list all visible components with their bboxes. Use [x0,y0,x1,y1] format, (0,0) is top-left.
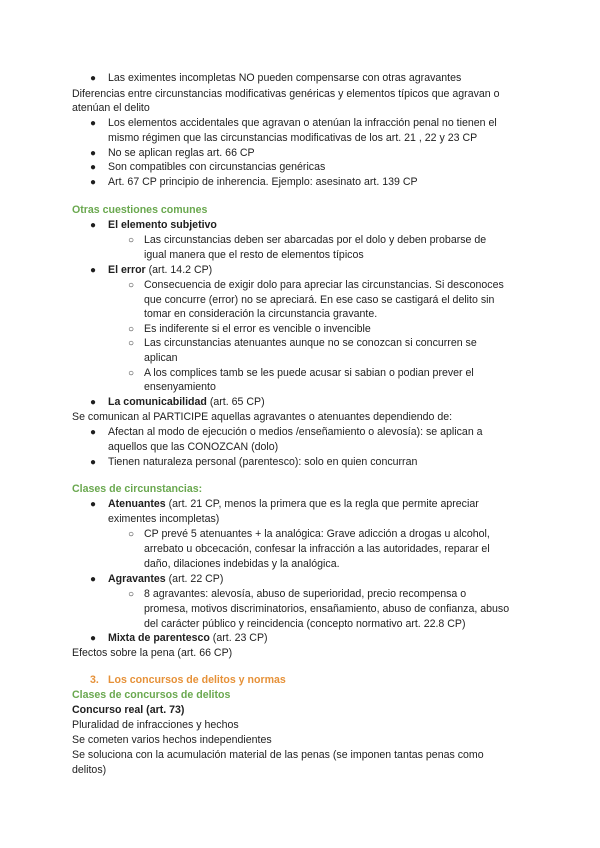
subsection-heading: Clases de concursos de delitos [72,689,231,701]
bold-term: Mixta de parentesco [108,632,210,644]
text-line: que concurre (error) no se apreciará. En ese caso se castigará el delito sin [144,294,495,306]
sub-bullet: ○ [128,324,135,335]
section-heading: Los concursos de delitos y normas [108,674,286,686]
text-line: aplican [144,352,178,364]
sub-bullet: ○ [128,338,135,349]
bold-term: La comunicabilidad [108,396,207,408]
text-line: tomar en consideración la circunstancia gravante. [144,308,378,320]
bullet: ● [90,148,97,159]
text-line [108,631,268,646]
text-line: No se aplican reglas art. 66 CP [108,147,255,159]
text-line: daño, dilaciones indebidas y la analógica. [144,558,340,570]
text-line: Consecuencia de exigir dolo para apreciar las circunstancias. Si desconoces [144,279,504,291]
text-line: Las circunstancias atenuantes aunque no se conozcan si concurren se [144,337,477,349]
term-ref: (art. 21 CP, menos la primera que es la regla que permite apreciar [165,498,479,510]
text-line: Los elementos accidentales que agravan o atenúan la infracción penal no tienen el [108,117,497,129]
text-line: Efectos sobre la pena (art. 66 CP) [72,647,233,659]
text-line [108,395,265,410]
text-line: atenúan el delito [72,102,150,114]
sub-bullet: ○ [128,280,135,291]
text-line: Se cometen varios hechos independientes [72,734,272,746]
bold-term: Atenuantes [108,498,166,510]
bullet: ● [90,265,97,276]
term-ref: (art. 65 CP) [206,396,265,408]
bullet: ● [90,220,97,231]
text-line: Es indiferente si el error es vencible o invencible [144,323,371,335]
sub-bullet: ○ [128,368,135,379]
subsection-title: Concurso real (art. 73) [72,704,185,716]
text-line: del carácter público y reincidencia (concepto normativo art. 22.8 CP) [144,618,466,630]
term-ref: (art. 14.2 CP) [145,264,213,276]
bold-term: El error [108,264,146,276]
sub-bullet: ○ [128,529,135,540]
text-line: A los complices tamb se les puede acusar si sabian o podian prever el [144,367,474,379]
term-ref: (art. 23 CP) [209,632,268,644]
text-line: Diferencias entre circunstancias modificativas genéricas y elementos típicos que agravan o [72,88,500,100]
text-line [108,572,223,587]
text-line: Se comunican al PARTICIPE aquellas agravantes o atenuantes dependiendo de: [72,411,453,423]
text-line: mismo régimen que las circunstancias modificativas de los art. 21 , 22 y 23 CP [108,132,478,144]
sub-bullet: ○ [128,589,135,600]
section-heading: Clases de circunstancias: [72,483,203,495]
text-line: Son compatibles con circunstancias genéricas [108,161,326,173]
text-line: 8 agravantes: alevosía, abuso de superioridad, precio recompensa o [144,588,467,600]
text-line: CP prevé 5 atenuantes + la analógica: Grave adicción a drogas u alcohol, [144,528,490,540]
text-line: delitos) [72,764,107,776]
bullet: ● [90,457,97,468]
bullet: ● [90,574,97,585]
text-line: ensenyamiento [144,381,216,393]
text-line [108,263,212,278]
text-line: eximentes incompletas) [108,513,220,525]
text-line: Tienen naturaleza personal (parentesco): solo en quien concurran [108,456,418,468]
text-line: promesa, motivos discriminatorios, ensañamiento, abuso de confianza, abuso [144,603,510,615]
text-line: Art. 67 CP principio de inherencia. Ejemplo: asesinato art. 139 CP [108,176,418,188]
term-ref: (art. 22 CP) [165,573,224,585]
bullet: ● [90,177,97,188]
bullet: ● [90,397,97,408]
text-line: igual manera que el resto de elementos típicos [144,249,364,261]
text-line: Afectan al modo de ejecución o medios /enseñamiento o alevosía): se aplican a [108,426,483,438]
text-line: Pluralidad de infracciones y hechos [72,719,239,731]
text-line [108,497,479,512]
bold-term: Agravantes [108,573,166,585]
text-line: El elemento subjetivo [108,219,217,231]
bullet: ● [90,633,97,644]
text-line: Las eximentes incompletas NO pueden compensarse con otras agravantes [108,72,462,84]
text-line: aquellos que las CONOZCAN (dolo) [108,441,279,453]
section-heading: Otras cuestiones comunes [72,204,208,216]
bullet: ● [90,162,97,173]
section-number: 3. [90,674,99,686]
text-line: Las circunstancias deben ser abarcadas por el dolo y deben probarse de [144,234,487,246]
bullet: ● [90,118,97,129]
text-line: arrebato u obcecación, confesar la infracción a las autoridades, reparar el [144,543,490,555]
text-line: Se soluciona con la acumulación material de las penas (se imponen tantas penas como [72,749,484,761]
bullet: ● [90,73,97,84]
bullet: ● [90,499,97,510]
sub-bullet: ○ [128,235,135,246]
bullet: ● [90,427,97,438]
